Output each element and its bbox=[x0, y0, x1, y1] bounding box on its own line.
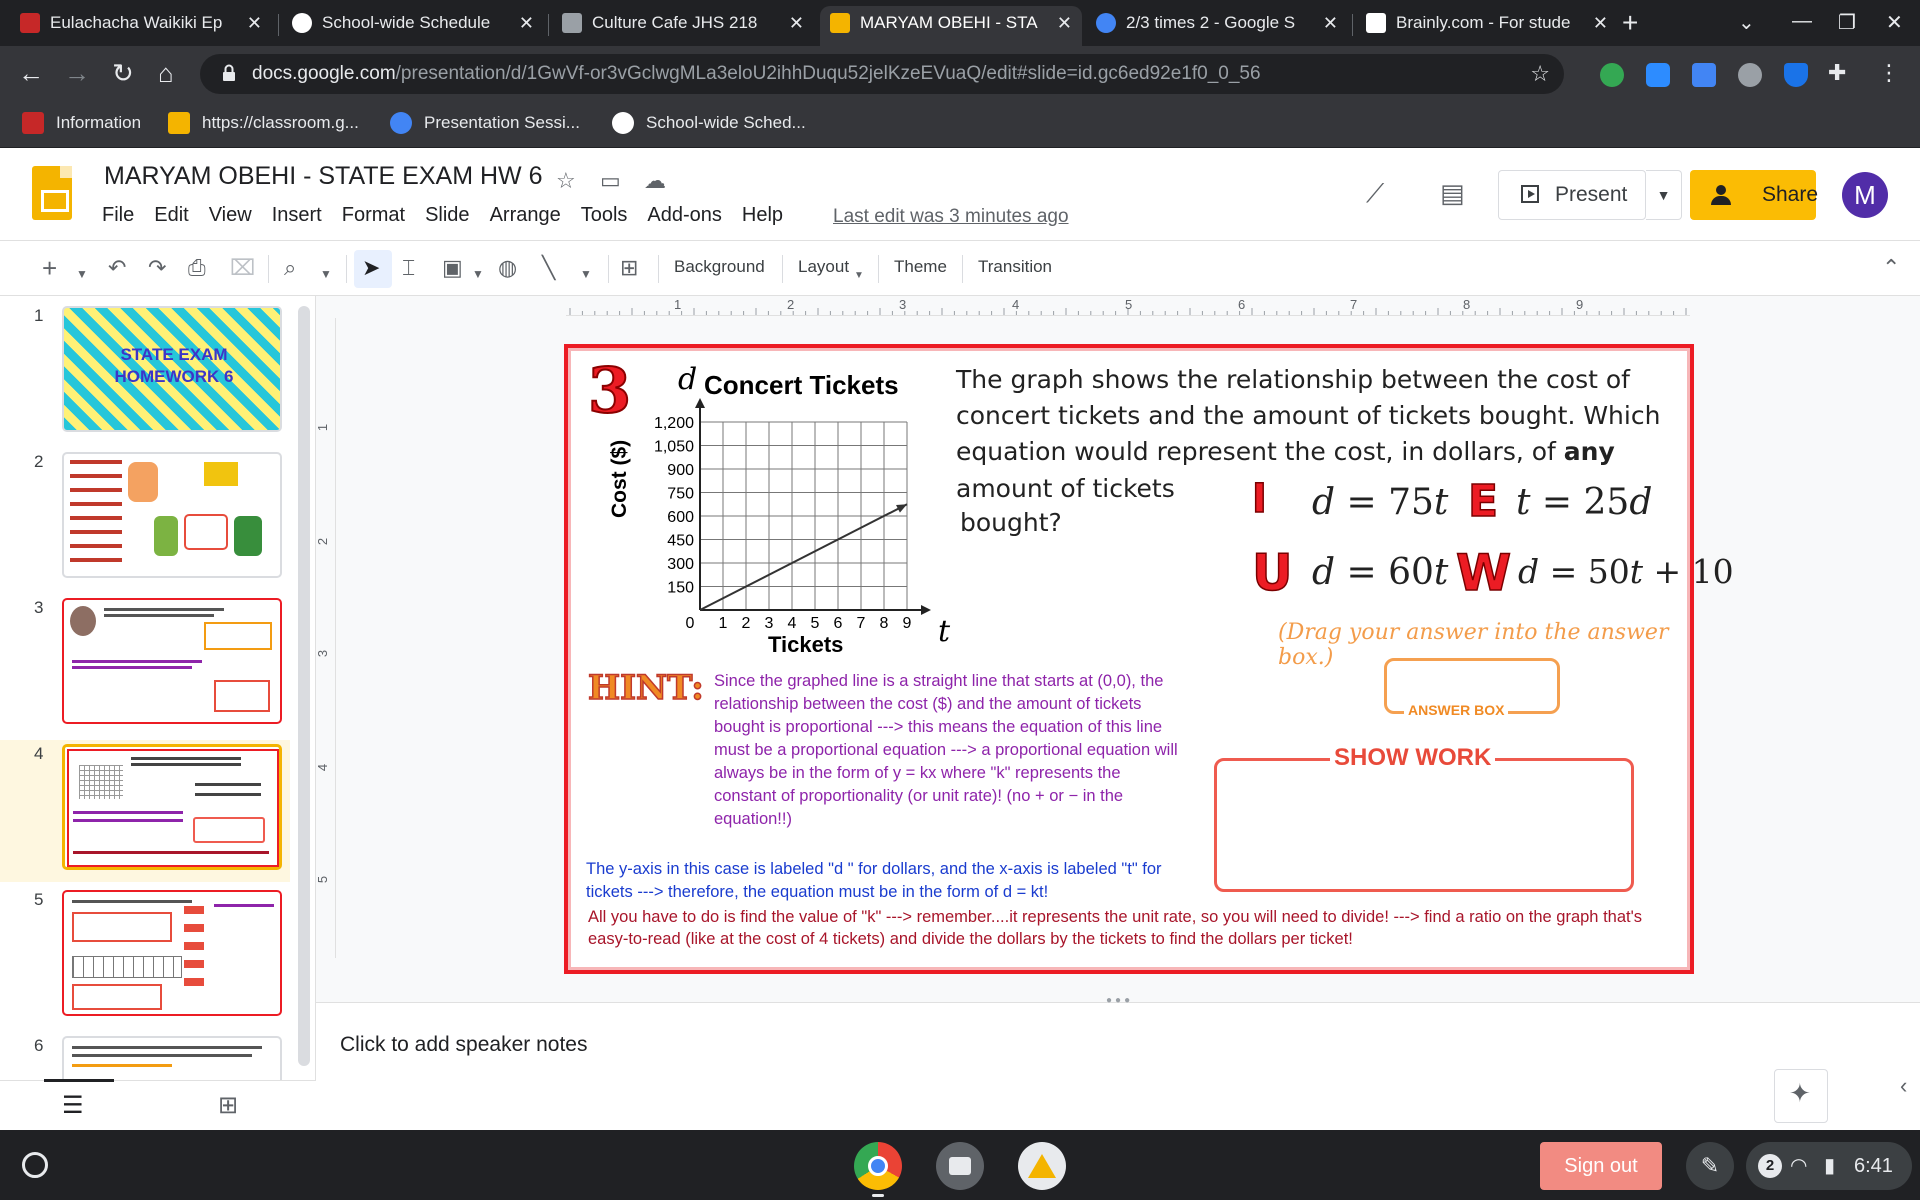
image-icon[interactable]: ▣ bbox=[442, 255, 463, 280]
current-slide[interactable] bbox=[564, 344, 1734, 974]
speaker-notes-placeholder[interactable]: Click to add speaker notes bbox=[340, 1033, 588, 1056]
redo-icon[interactable]: ↷ bbox=[148, 255, 167, 280]
layout-caret-icon[interactable]: ▼ bbox=[854, 270, 864, 281]
present-icon bbox=[1521, 185, 1539, 203]
lock-icon bbox=[222, 64, 236, 82]
slide-number: 6 bbox=[34, 1036, 44, 1055]
slide-number: 4 bbox=[34, 744, 44, 763]
tab-title: 2/3 times 2 - Google S bbox=[1126, 13, 1296, 32]
close-window-icon[interactable]: ✕ bbox=[1886, 12, 1903, 34]
last-edit-link[interactable]: Last edit was 3 minutes ago bbox=[833, 206, 1069, 227]
choice-equation-e[interactable]: t = 25d bbox=[1516, 482, 1653, 523]
system-shelf bbox=[0, 1130, 1920, 1200]
notes-resize-handle[interactable]: ●●● bbox=[1106, 995, 1134, 1006]
close-tab-icon[interactable]: ✕ bbox=[246, 13, 262, 33]
menu-file[interactable]: File bbox=[102, 204, 135, 226]
layout-button[interactable]: Layout bbox=[798, 257, 850, 276]
slide-thumbnail-2[interactable] bbox=[62, 452, 282, 578]
menu-format[interactable]: Format bbox=[341, 204, 406, 226]
x-axis-arrow bbox=[921, 605, 931, 615]
tab-google-search[interactable] bbox=[1086, 6, 1348, 46]
speaker-notes[interactable] bbox=[316, 995, 1920, 1130]
tab-favicon-icon bbox=[562, 13, 582, 33]
grid-view-icon[interactable]: ⊞ bbox=[218, 1092, 239, 1119]
concert-tickets-graph bbox=[568, 348, 951, 668]
restore-icon[interactable]: ❐ bbox=[1838, 12, 1856, 34]
extensions-puzzle-icon[interactable]: ✚ bbox=[1828, 60, 1847, 85]
filmstrip-view-controls bbox=[0, 1080, 316, 1130]
theme-button[interactable]: Theme bbox=[894, 257, 947, 276]
hint-label: HINT: bbox=[588, 668, 704, 708]
y-tick-label: 450 bbox=[667, 532, 694, 550]
forward-icon[interactable]: → bbox=[64, 58, 90, 88]
x-tick-label: 9 bbox=[902, 615, 912, 632]
classroom-favicon-icon bbox=[168, 112, 190, 134]
running-indicator bbox=[872, 1194, 884, 1197]
y-tick-label: 300 bbox=[667, 556, 694, 573]
wifi-icon: ◠ bbox=[1790, 1155, 1808, 1177]
close-tab-icon[interactable]: ✕ bbox=[788, 13, 804, 33]
bookmark-presentation-session[interactable]: Presentation Sessi... bbox=[390, 112, 580, 134]
close-tab-icon[interactable]: ✕ bbox=[1592, 13, 1608, 33]
menu-addons[interactable]: Add-ons bbox=[647, 204, 722, 226]
print-icon[interactable]: ⎙ bbox=[188, 255, 206, 280]
tab-title: Brainly.com - For stude bbox=[1396, 13, 1571, 32]
question-number: 3 bbox=[588, 354, 632, 427]
person-icon bbox=[1710, 184, 1732, 206]
notification-count: 2 bbox=[1758, 1154, 1782, 1178]
browser-menu-icon[interactable]: ⋮ bbox=[1878, 60, 1900, 85]
address-bar[interactable] bbox=[200, 54, 1564, 94]
choice-letter-w[interactable]: W bbox=[1456, 544, 1512, 602]
document-title[interactable]: MARYAM OBEHI - STATE EXAM HW 6 bbox=[104, 162, 543, 190]
bookmark-star-icon[interactable]: ☆ bbox=[1530, 61, 1550, 86]
tab-favicon-icon bbox=[292, 13, 312, 33]
y-axis-label: Cost ($) bbox=[608, 439, 631, 518]
drag-instruction: (Drag your answer into the answer box.) bbox=[1278, 620, 1669, 670]
text-box-icon[interactable]: ⌶ bbox=[402, 255, 416, 280]
filmstrip-scrollbar[interactable] bbox=[298, 306, 310, 1066]
bookmark-school-schedule[interactable]: School-wide Sched... bbox=[612, 112, 806, 134]
home-icon[interactable]: ⌂ bbox=[158, 58, 174, 88]
collapse-toolbar-icon[interactable]: ⌃ bbox=[1882, 255, 1901, 280]
camera-app-icon[interactable] bbox=[936, 1142, 984, 1190]
slide-thumbnail-6[interactable] bbox=[62, 1036, 282, 1080]
x-tick-label: 6 bbox=[833, 615, 843, 632]
slides-favicon-icon bbox=[830, 13, 850, 33]
y-axis-arrow bbox=[695, 398, 705, 408]
editing-toolbar bbox=[0, 240, 1920, 296]
shape-icon[interactable]: ◍ bbox=[498, 255, 518, 280]
tab-title: Eulachacha Waikiki Ep bbox=[50, 13, 223, 32]
axis-explanation-text: The y-axis in this case is labeled "d " for dollars, and the x-axis is labeled "t" for tickets ---> therefore, the equation must be in the form of d = kt! bbox=[586, 860, 1162, 901]
star-icon[interactable]: ☆ bbox=[556, 168, 576, 193]
slide-thumbnail-4[interactable] bbox=[62, 744, 282, 870]
present-button[interactable]: Present bbox=[1498, 170, 1646, 220]
zoom-extension-icon[interactable] bbox=[1646, 63, 1670, 87]
menu-help[interactable]: Help bbox=[741, 204, 784, 226]
close-tab-icon[interactable]: ✕ bbox=[518, 13, 534, 33]
choice-letter-i[interactable]: I bbox=[1252, 476, 1267, 522]
vertical-ruler: 1 2 3 4 5 bbox=[316, 318, 336, 958]
graph-title: Concert Tickets bbox=[704, 370, 899, 400]
bookmark-favicon-icon bbox=[612, 112, 634, 134]
choice-letter-u[interactable]: U bbox=[1252, 544, 1293, 602]
stylus-tools-icon[interactable]: ✎ bbox=[1686, 1142, 1734, 1190]
y-tick-label: 600 bbox=[667, 509, 694, 526]
slide-thumbnail-3[interactable] bbox=[62, 598, 282, 724]
question-text: The graph shows the relationship between the cost of concert tickets and the amount of tickets bought. Which equation would represent the cost, in dollars, of any bbox=[956, 365, 1661, 466]
image-caret-icon[interactable]: ▼ bbox=[472, 267, 484, 281]
tab-favicon-icon bbox=[20, 13, 40, 33]
slide-thumbnail-1[interactable] bbox=[62, 306, 282, 432]
menu-bar bbox=[102, 204, 803, 227]
back-icon[interactable]: ← bbox=[18, 58, 44, 88]
google-favicon-icon bbox=[1096, 13, 1116, 33]
data-line bbox=[700, 504, 907, 610]
x-tick-label: 0 bbox=[685, 615, 695, 632]
x-tick-label: 5 bbox=[810, 615, 820, 632]
tab-eulachacha[interactable] bbox=[10, 6, 272, 46]
reload-icon[interactable]: ↻ bbox=[112, 58, 134, 88]
menu-arrange[interactable]: Arrange bbox=[489, 204, 561, 226]
bookmark-information[interactable]: Information bbox=[22, 112, 141, 134]
slides-logo-icon[interactable] bbox=[32, 166, 72, 220]
show-work-box[interactable] bbox=[1214, 758, 1634, 892]
choice-equation-w[interactable]: d = 50t + 10 bbox=[1518, 552, 1734, 591]
tab-slides-active[interactable] bbox=[820, 6, 1082, 46]
chrome-app-icon[interactable] bbox=[854, 1142, 902, 1190]
background-button[interactable]: Background bbox=[674, 257, 765, 276]
tab-search-icon[interactable]: ⌄ bbox=[1738, 12, 1755, 34]
slide-thumbnail-5[interactable] bbox=[62, 890, 282, 1016]
filmstrip-view-icon[interactable]: ☰ bbox=[62, 1092, 84, 1119]
slide-number: 2 bbox=[34, 452, 44, 471]
menu-tools[interactable]: Tools bbox=[580, 204, 628, 226]
show-work-label: SHOW WORK bbox=[1330, 744, 1495, 772]
y-tick-label: 150 bbox=[667, 579, 694, 597]
instruction-text: All you have to do is find the value of "k" ---> remember....it represents the unit rate, so you will need to divide! ---> find a ratio on the graph that's easy-to-read (like at the cost of 4 tickets) and divide the dollars by the tickets to find the dollars per ticket! bbox=[588, 908, 1642, 948]
tab-title: MARYAM OBEHI - STA bbox=[860, 13, 1038, 32]
add-comment-icon[interactable]: ⊞ bbox=[620, 255, 639, 280]
comments-icon[interactable]: ▤ bbox=[1440, 178, 1465, 208]
paint-format-icon[interactable]: ⌧ bbox=[230, 255, 256, 280]
activity-trend-icon[interactable]: ⟋ bbox=[1366, 178, 1385, 208]
tab-school-schedule[interactable] bbox=[282, 6, 544, 46]
status-tray[interactable] bbox=[1746, 1142, 1912, 1190]
shield-extension-icon[interactable] bbox=[1784, 63, 1808, 87]
profile-extension-icon[interactable] bbox=[1738, 63, 1762, 87]
new-tab-icon[interactable]: + bbox=[1622, 7, 1639, 38]
translate-extension-icon[interactable] bbox=[1692, 63, 1716, 87]
menu-slide[interactable]: Slide bbox=[425, 204, 470, 226]
browser-tab-strip bbox=[0, 0, 1920, 46]
share-button[interactable]: Share bbox=[1690, 170, 1816, 220]
slide-filmstrip bbox=[0, 296, 316, 1130]
y-tick-label: 750 bbox=[667, 485, 694, 503]
slide-number: 1 bbox=[34, 306, 44, 325]
slide-canvas-area bbox=[316, 296, 1920, 1002]
choice-equation-u[interactable]: d = 60t bbox=[1312, 552, 1449, 593]
slide-number: 3 bbox=[34, 598, 44, 617]
google-favicon-icon bbox=[390, 112, 412, 134]
undo-icon[interactable]: ↶ bbox=[108, 255, 127, 280]
x-variable: t bbox=[938, 614, 951, 649]
y-tick-label: 900 bbox=[667, 462, 694, 479]
select-cursor-icon: ➤ bbox=[362, 255, 381, 280]
line-caret-icon[interactable]: ▼ bbox=[580, 267, 592, 281]
close-tab-icon[interactable]: ✕ bbox=[1322, 13, 1338, 33]
tab-title: School-wide Schedule bbox=[322, 13, 491, 32]
slide-number: 5 bbox=[34, 890, 44, 909]
explore-button[interactable] bbox=[1774, 1069, 1828, 1123]
menu-insert[interactable]: Insert bbox=[271, 204, 322, 226]
horizontal-ruler: 1 2 3 4 5 6 7 8 9 bbox=[566, 296, 1690, 316]
new-slide-icon[interactable]: + bbox=[42, 253, 58, 283]
question-text-continued: amount of tickets bought? bbox=[956, 474, 1175, 537]
x-axis-label: Tickets bbox=[768, 632, 844, 657]
y-variable: d bbox=[678, 362, 698, 397]
new-slide-layout-caret-icon[interactable]: ▼ bbox=[76, 267, 88, 281]
launcher-icon[interactable] bbox=[22, 1152, 48, 1178]
cloud-status-icon[interactable]: ☁ bbox=[644, 168, 666, 193]
drive-app-icon[interactable] bbox=[1018, 1142, 1066, 1190]
side-panel-toggle-icon[interactable]: ‹ bbox=[1900, 1073, 1908, 1098]
x-tick-label: 1 bbox=[718, 615, 728, 632]
x-tick-label: 2 bbox=[741, 615, 751, 632]
clock: 6:41 bbox=[1854, 1155, 1893, 1177]
x-tick-label: 7 bbox=[856, 615, 866, 632]
grammarly-extension-icon[interactable] bbox=[1600, 63, 1624, 87]
minimize-icon[interactable]: — bbox=[1792, 10, 1812, 32]
present-options-dropdown[interactable]: ▼ bbox=[1646, 170, 1682, 220]
x-tick-label: 4 bbox=[787, 615, 797, 632]
tab-title: Culture Cafe JHS 218 bbox=[592, 13, 758, 32]
battery-icon: ▮ bbox=[1824, 1155, 1836, 1177]
x-tick-label: 3 bbox=[764, 615, 774, 632]
choice-equation-i[interactable]: d = 75t bbox=[1312, 482, 1449, 523]
y-tick-label: 1,200 bbox=[653, 415, 694, 432]
bookmark-favicon-icon bbox=[22, 112, 44, 134]
x-tick-label: 8 bbox=[879, 615, 889, 632]
url-text: docs.google.com/presentation/d/1GwVf-or3vGclwgMLa3eloU2ihhDuqu52jelKzeEVuaQ/edit#slide=id.gc6ed92e1f0_0_56 bbox=[252, 63, 1261, 84]
menu-edit[interactable]: Edit bbox=[154, 204, 189, 226]
browser-toolbar bbox=[0, 46, 1920, 102]
slides-header bbox=[0, 148, 1920, 240]
bookmark-classroom[interactable]: https://classroom.g... bbox=[168, 112, 359, 134]
tab-favicon-icon bbox=[1366, 13, 1386, 33]
tab-culture-cafe[interactable] bbox=[552, 6, 814, 46]
y-tick-label: 1,050 bbox=[653, 438, 694, 456]
zoom-caret-icon[interactable]: ▼ bbox=[320, 267, 332, 281]
hint-text: Since the graphed line is a straight line that starts at (0,0), the relationship between the cost ($) and the amount of tickets bought is proportional ---> this means the equation of this line must be a proportional equation ---> a proportional equation will always be in the form of y = kx where "k" represents the constant of proportionality (or unit rate)! (no + or − in the equation!!) bbox=[714, 672, 1178, 828]
move-folder-icon[interactable]: ▭ bbox=[600, 168, 621, 193]
slide-1-title: STATE EXAM HOMEWORK 6 bbox=[114, 345, 234, 386]
tab-brainly[interactable] bbox=[1356, 6, 1618, 46]
line-icon[interactable]: ╲ bbox=[542, 255, 556, 280]
transition-button[interactable]: Transition bbox=[978, 257, 1053, 276]
close-tab-icon[interactable]: ✕ bbox=[1056, 13, 1072, 33]
answer-box-label: ANSWER BOX bbox=[1404, 702, 1508, 718]
sign-out-button[interactable]: Sign out bbox=[1540, 1142, 1662, 1190]
account-avatar[interactable]: M bbox=[1842, 172, 1888, 218]
bookmarks-bar bbox=[0, 102, 1920, 148]
menu-view[interactable]: View bbox=[208, 204, 252, 226]
choice-letter-e[interactable]: E bbox=[1468, 476, 1499, 527]
zoom-icon[interactable]: ⌕ bbox=[284, 255, 297, 280]
